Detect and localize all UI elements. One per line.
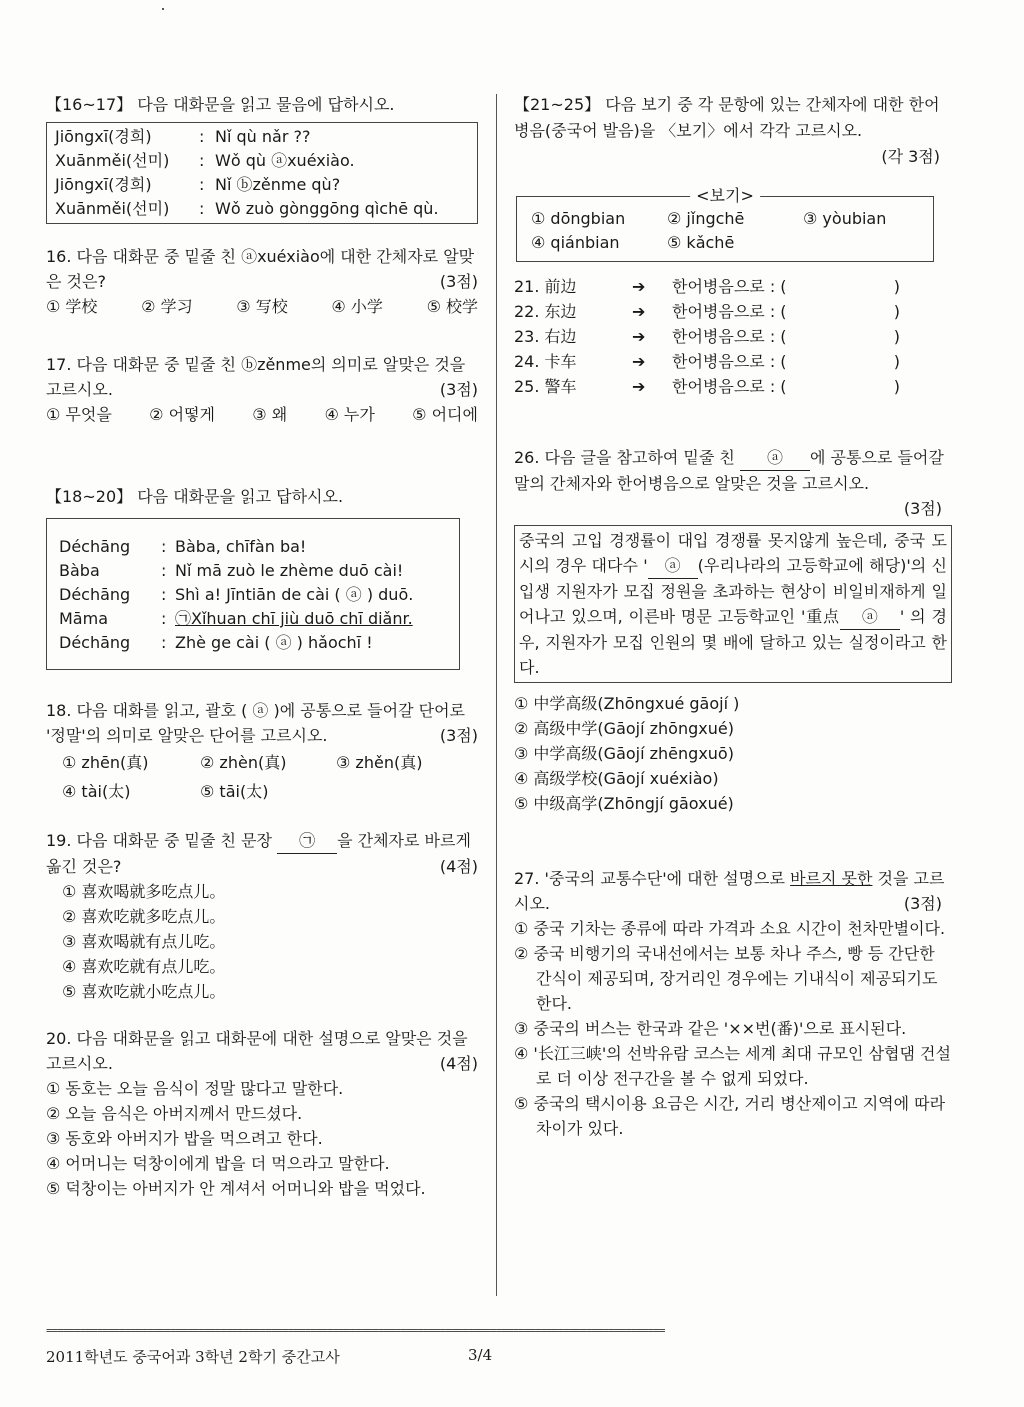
emphasis-underlined: 바르지 못한 <box>790 869 873 888</box>
option[interactable]: ④ 高级学校(Gāojí xuéxiào) <box>514 769 719 788</box>
utterance: Shì a! Jīntiān de cài ( ⓐ ) duō. <box>175 585 414 604</box>
option[interactable]: ⑤ 校学 <box>426 297 478 316</box>
footer-page-number: 3/4 <box>468 1346 493 1364</box>
question-stem: 19. 다음 대화문 중 밑줄 친 문장 ㉠ 을 간체자로 바르게 옮긴 것은? (4점) <box>46 828 478 879</box>
option[interactable]: ② 高级中学(Gāojí zhōngxué) <box>514 719 734 738</box>
options-row <box>46 402 478 428</box>
question-17 <box>46 352 478 428</box>
bogi-choice: ③ yòubian <box>803 209 887 228</box>
option[interactable]: ③ 中学高级(Gāojí zhēngxuō) <box>514 744 734 763</box>
question-stem: 26. 다음 글을 참고하여 밑줄 친 ⓐ 에 공통으로 들어갈 말의 간체자와 한어병음으로 알맞은 것을 고르시오. <box>514 445 952 496</box>
answer-blank: ㉠ <box>277 828 337 854</box>
speaker: Déchāng <box>59 585 131 604</box>
question-stem: 20. 다음 대화문을 읽고 대화문에 대한 설명으로 알맞은 것을 고르시오. (4점) <box>46 1026 478 1076</box>
option[interactable]: ① 学校 <box>46 297 98 316</box>
bogi-title: <보기> <box>690 185 760 207</box>
speaker: Xuānměi(선미) <box>55 199 170 218</box>
bogi-choices <box>531 207 919 255</box>
arrow-icon: ➔ <box>632 352 646 371</box>
option[interactable]: ③ 동호와 아버지가 밥을 먹으려고 한다. <box>46 1129 323 1148</box>
dialog-line: Jiōngxī(경희) : Nǐ qù nǎr ?? <box>55 125 469 149</box>
option[interactable]: ② zhèn(真) <box>200 753 287 772</box>
option[interactable]: ⑤ tāi(太) <box>200 782 269 801</box>
option[interactable]: ⑤ 中级高学(Zhōngjí gāoxué) <box>514 794 734 813</box>
score: (각 3점) <box>881 147 940 166</box>
option[interactable]: ④ 喜欢吃就有点儿吃。 <box>62 957 226 976</box>
option[interactable]: ① 중국 기차는 종류에 따라 가격과 소요 시간이 천차만별이다. <box>514 919 946 938</box>
reading-passage: 중국의 고입 경쟁률이 대입 경쟁률 못지않게 높은데, 중국 도시의 경우 대다수 ' ⓐ (우리나라의 고등학교에 해당)'의 신입생 지원자가 모집 정원을 초과하는 현상이 비일비재하게 일어나고 있으며, 이른바 명문 고등학교인 '重点 ⓐ ' 의 경우, 지원자가 모집 인원의 몇 배에 달하고 있는 실정이라고 한다. <box>514 525 952 683</box>
section-21-25-heading: 【21~25】 다음 보기 중 각 문항에 있는 간체자에 대한 한어병음(중국어 발음)을 〈보기〉에서 각각 고르시오. <box>514 95 940 140</box>
matching-row: 23. 右边 ➔ 한어병음으로 : ( ) <box>514 324 952 349</box>
scan-speck <box>162 8 164 10</box>
score: (4점) <box>439 1054 478 1073</box>
bogi-choice: ② jǐngchē <box>667 209 745 228</box>
score: (3점) <box>439 726 478 745</box>
option[interactable]: ④ tài(太) <box>62 782 131 801</box>
section-16-17-heading: 【16~17】 다음 대화문을 읽고 물음에 답하시오. <box>46 95 395 114</box>
bogi-choice: ① dōngbian <box>531 209 626 228</box>
speaker: Bàba <box>59 561 100 580</box>
dialog-line: Déchāng : Bàba, chīfàn ba! <box>59 535 449 559</box>
option[interactable]: ③ 중국의 버스는 한국과 같은 '××번(番)'으로 표시된다. <box>514 1019 907 1038</box>
question-18 <box>46 698 478 806</box>
option[interactable]: ② 중국 비행기의 국내선에서는 보통 차나 주스, 빵 등 간단한 간식이 제공되며, 장거리인 경우에는 기내식이 제공되기도 한다. <box>514 944 938 1013</box>
question-stem: 18. 다음 대화를 읽고, 괄호 ( ⓐ )에 공통으로 들어갈 단어로 '정말'의 의미로 알맞은 단어를 고르시오. (3점) <box>46 698 478 748</box>
arrow-icon: ➔ <box>632 327 646 346</box>
speaker: Déchāng <box>59 537 131 556</box>
matching-row: 22. 东边 ➔ 한어병음으로 : ( ) <box>514 299 952 324</box>
speaker: Déchāng <box>59 633 131 652</box>
answer-blank[interactable]: ) <box>893 277 900 296</box>
speaker: Jiōngxī(경희) <box>55 175 152 194</box>
matching-items <box>514 274 952 399</box>
dialog-line: Xuānměi(선미) : Wǒ qù ⓐxuéxiào. <box>55 149 469 173</box>
score: (3점) <box>903 894 942 913</box>
question-16 <box>46 244 478 320</box>
answer-blank[interactable]: ) <box>893 377 900 396</box>
dialog-line: Xuānměi(선미) : Wǒ zuò gònggōng qìchē qù. <box>55 197 469 221</box>
bogi-box <box>516 186 934 262</box>
option[interactable]: ④ 어머니는 덕창이에게 밥을 더 먹으라고 말한다. <box>46 1154 390 1173</box>
dialog-line: Déchāng : Shì a! Jīntiān de cài ( ⓐ ) duō. <box>59 583 449 607</box>
utterance: Wǒ zuò gònggōng qìchē qù. <box>215 199 439 218</box>
option[interactable]: ③ 写校 <box>236 297 288 316</box>
answer-blank[interactable]: ) <box>893 327 900 346</box>
score: (3점) <box>439 272 478 291</box>
question-stem: 27. '중국의 교통수단'에 대한 설명으로 바르지 못한 것을 고르시오. (3점) <box>514 866 952 916</box>
dialog-box-18-20 <box>46 518 460 670</box>
speaker: Māma <box>59 609 108 628</box>
question-19 <box>46 828 478 1004</box>
speaker: Jiōngxī(경희) <box>55 127 152 146</box>
passage-blank: ⓐ <box>648 553 698 579</box>
matching-row: 24. 卡车 ➔ 한어병음으로 : ( ) <box>514 349 952 374</box>
option[interactable]: ① 中学高级(Zhōngxué gāojí ) <box>514 694 740 713</box>
question-26 <box>514 445 952 816</box>
option[interactable]: ⑤ 중국의 택시이용 요금은 시간, 거리 병산제이고 지역에 따라 차이가 있다. <box>514 1094 946 1138</box>
dialog-line: Jiōngxī(경희) : Nǐ ⓑzěnme qù? <box>55 173 469 197</box>
column-divider <box>496 94 497 1296</box>
option[interactable]: ⑤ 덕창이는 아버지가 안 계셔서 어머니와 밥을 먹었다. <box>46 1179 426 1198</box>
question-stem: 17. 다음 대화문 중 밑줄 친 ⓑzěnme의 의미로 알맞은 것을 고르시오. (3점) <box>46 352 478 402</box>
utterance: Nǐ ⓑzěnme qù? <box>215 175 341 194</box>
option[interactable]: ① 喜欢喝就多吃点儿。 <box>62 882 226 901</box>
question-27 <box>514 866 952 1141</box>
footer-exam-title: 2011학년도 중국어과 3학년 2학기 중간고사 <box>46 1348 340 1366</box>
matching-row: 25. 警车 ➔ 한어병음으로 : ( ) <box>514 374 952 399</box>
footer-rule: ============================================================================================================== <box>46 1324 665 1337</box>
option[interactable]: ④ 小学 <box>331 297 383 316</box>
utterance: Wǒ qù ⓐxuéxiào. <box>215 151 355 170</box>
dialog-line: Déchāng : Zhè ge cài ( ⓐ ) hǎochī ! <box>59 631 449 655</box>
passage-blank: ⓐ <box>840 604 900 630</box>
option[interactable]: ③ 喜欢喝就有点儿吃。 <box>62 932 226 951</box>
options-block <box>46 748 478 806</box>
dialog-line: Māma : ㉠Xǐhuan chī jiù duō chī diǎnr. <box>59 607 449 631</box>
arrow-icon: ➔ <box>632 377 646 396</box>
arrow-icon: ➔ <box>632 302 646 321</box>
right-column <box>514 92 952 1141</box>
left-column <box>46 92 478 1201</box>
matching-row: 21. 前边 ➔ 한어병음으로 : ( ) <box>514 274 952 299</box>
question-20 <box>46 1026 478 1201</box>
answer-blank[interactable]: ) <box>893 352 900 371</box>
option[interactable]: ① zhēn(真) <box>62 753 149 772</box>
utterance: Bàba, chīfàn ba! <box>175 537 307 556</box>
utterance: Zhè ge cài ( ⓐ ) hǎochī ! <box>175 633 373 652</box>
section-18-20-heading: 【18~20】 다음 대화문을 읽고 답하시오. <box>46 487 344 506</box>
option[interactable]: ③ zhěn(真) <box>336 753 423 772</box>
answer-blank[interactable]: ) <box>893 302 900 321</box>
utterance: Nǐ qù nǎr ?? <box>215 127 311 146</box>
option[interactable]: ④ 누가 <box>324 405 375 424</box>
score: (4점) <box>439 857 478 876</box>
options-row <box>46 294 478 320</box>
option[interactable]: ② 喜欢吃就多吃点儿。 <box>62 907 226 926</box>
option[interactable]: ③ 왜 <box>252 405 288 424</box>
option[interactable]: ② 오늘 음식은 아버지께서 만드셨다. <box>46 1104 303 1123</box>
arrow-icon: ➔ <box>632 277 646 296</box>
option[interactable]: ⑤ 어디에 <box>412 405 478 424</box>
speaker: Xuānměi(선미) <box>55 151 170 170</box>
utterance: Nǐ mā zuò le zhème duō cài! <box>175 561 404 580</box>
score: (3점) <box>439 380 478 399</box>
option[interactable]: ① 무엇을 <box>46 405 112 424</box>
dialog-box-16-17 <box>46 122 478 224</box>
option[interactable]: ⑤ 喜欢吃就小吃点儿。 <box>62 982 226 1001</box>
score: (3점) <box>903 499 942 518</box>
bogi-choice: ④ qiánbian <box>531 233 620 252</box>
dialog-line: Bàba : Nǐ mā zuò le zhème duō cài! <box>59 559 449 583</box>
utterance-underlined: ㉠Xǐhuan chī jiù duō chī diǎnr. <box>175 609 413 628</box>
option[interactable]: ④ '长江三峡'의 선박유람 코스는 세계 최대 규모인 삼협댐 건설로 더 이상 전구간을 볼 수 없게 되었다. <box>514 1044 951 1088</box>
section-21-25 <box>514 92 952 399</box>
option[interactable]: ② 어떻게 <box>149 405 215 424</box>
option[interactable]: ② 学习 <box>141 297 193 316</box>
bogi-choice: ⑤ kǎchē <box>667 233 735 252</box>
option[interactable]: ① 동호는 오늘 음식이 정말 많다고 말한다. <box>46 1079 344 1098</box>
question-stem: 16. 다음 대화문 중 밑줄 친 ⓐxuéxiào에 대한 간체자로 알맞은 것은? (3점) <box>46 244 478 294</box>
answer-blank: ⓐ <box>740 445 810 471</box>
